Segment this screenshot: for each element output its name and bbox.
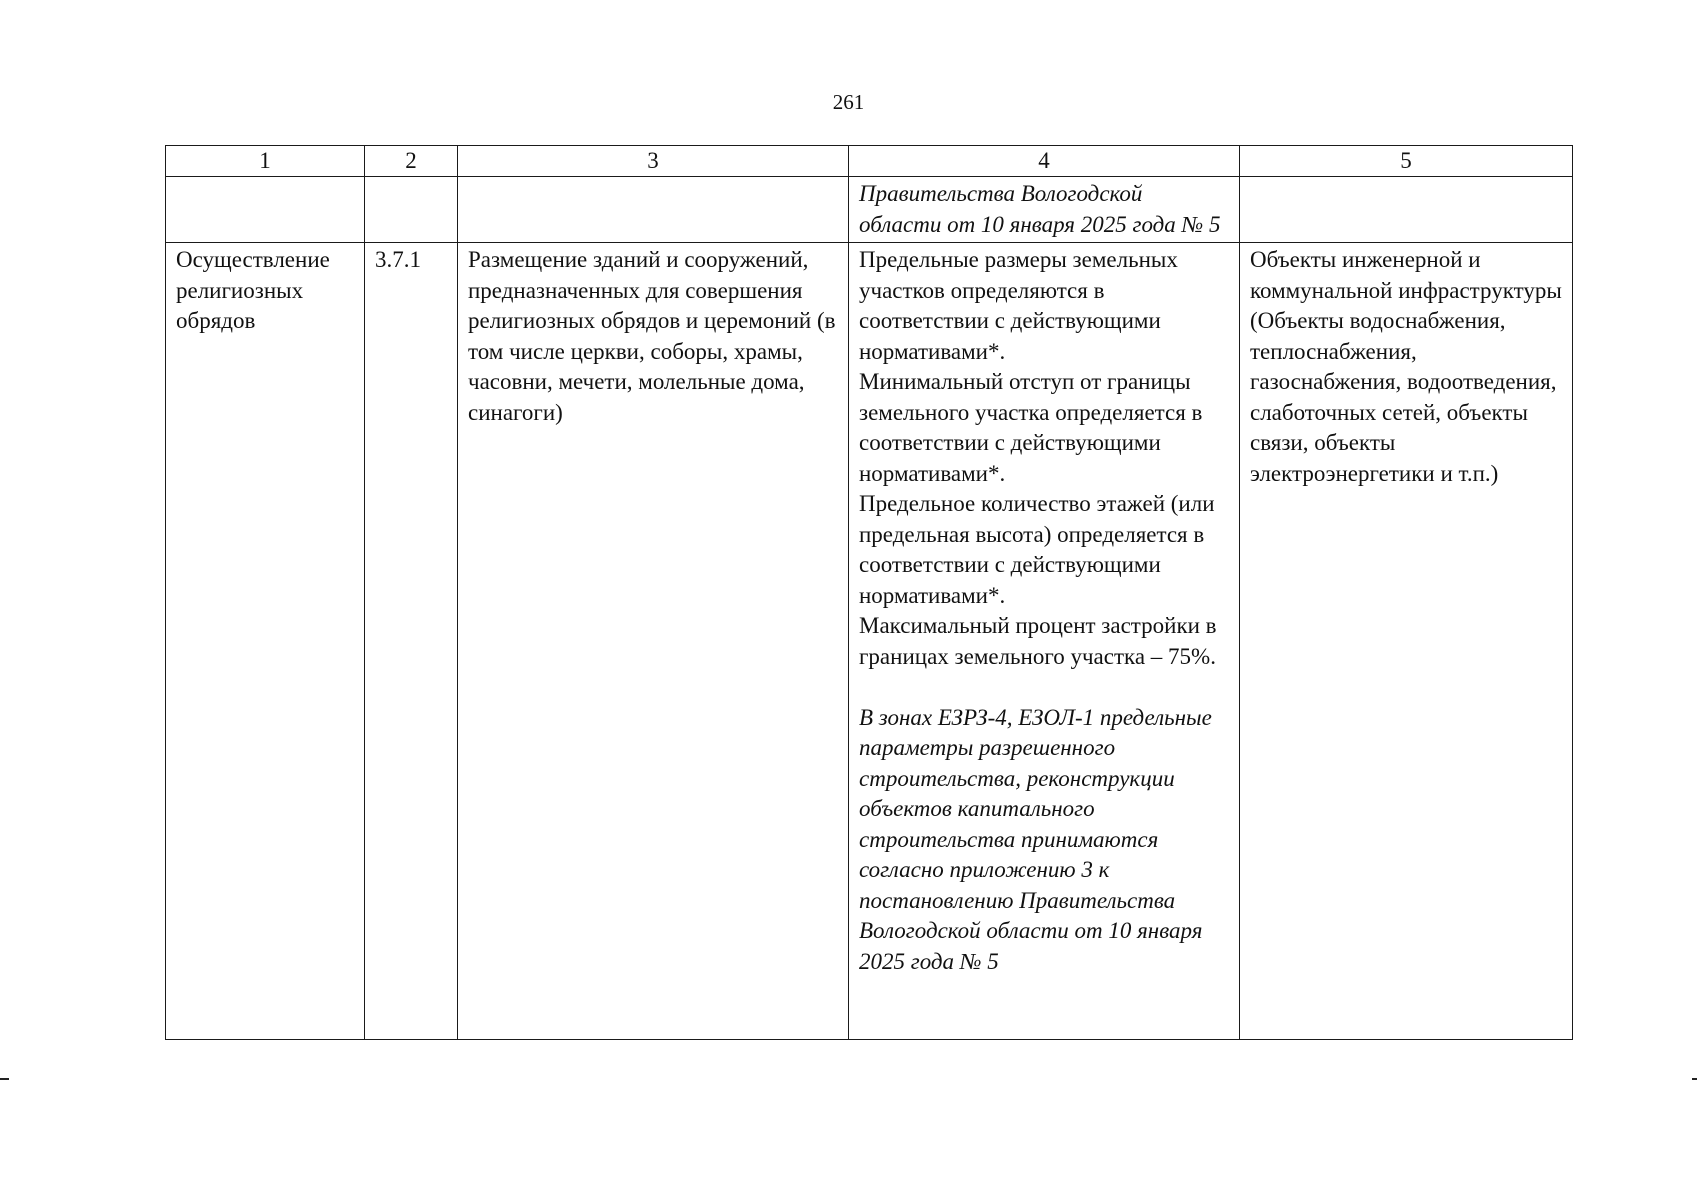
regulations-table (165, 145, 1573, 1040)
parameter-floors: Предельное количество этажей (или предельная высота) определяется в соответствии с действующими нормативами*. (859, 491, 1215, 608)
table-row (166, 243, 1573, 1040)
parameter-plot-size: Предельные размеры земельных участков определяются в соответствии с действующими нормативами*. (859, 247, 1178, 364)
cell (166, 177, 365, 243)
scan-mark-right (1692, 1078, 1697, 1080)
parameters-cell (849, 243, 1240, 1040)
auxiliary-uses: Объекты инженерной и коммунальной инфраструктуры (Объекты водоснабжения, теплоснабжения, газоснабжения, водоотведения, слаботочных сетей, объекты связи, объекты электроэнергетики и т.п.) (1240, 243, 1573, 1040)
cell (458, 177, 849, 243)
table-row (166, 177, 1573, 243)
column-header-5: 5 (1240, 146, 1573, 177)
column-header-1: 1 (166, 146, 365, 177)
paragraph-gap (859, 672, 1229, 703)
column-header-2: 2 (365, 146, 458, 177)
zone-note: В зонах ЕЗРЗ-4, ЕЗОЛ-1 предельные параметры разрешенного строительства, реконструкции объектов капитального строительства принимаются согласно приложению 3 к постановлению Правительства Вологодской области от 10 января 2025 года № 5 (859, 704, 1212, 974)
permitted-use-name: Осуществление религиозных обрядов (166, 243, 365, 1040)
cell-continuation-text: Правительства Вологодской области от 10 января 2025 года № 5 (849, 177, 1240, 243)
cell (1240, 177, 1573, 243)
column-header-4: 4 (849, 146, 1240, 177)
header-row (166, 146, 1573, 177)
column-header-3: 3 (458, 146, 849, 177)
scan-mark-left (0, 1078, 9, 1080)
use-description: Размещение зданий и сооружений, предназначенных для совершения религиозных обрядов и церемоний (в том числе церкви, соборы, храмы, часовни, мечети, молельные дома, синагоги) (458, 243, 849, 1040)
parameter-min-setback: Минимальный отступ от границы земельного участка определяется в соответствии с действующими нормативами*. (859, 369, 1203, 486)
page-number: 261 (832, 90, 865, 114)
parameter-coverage: Максимальный процент застройки в границах земельного участка – 75%. (859, 613, 1217, 669)
cell (365, 177, 458, 243)
use-code: 3.7.1 (365, 243, 458, 1040)
